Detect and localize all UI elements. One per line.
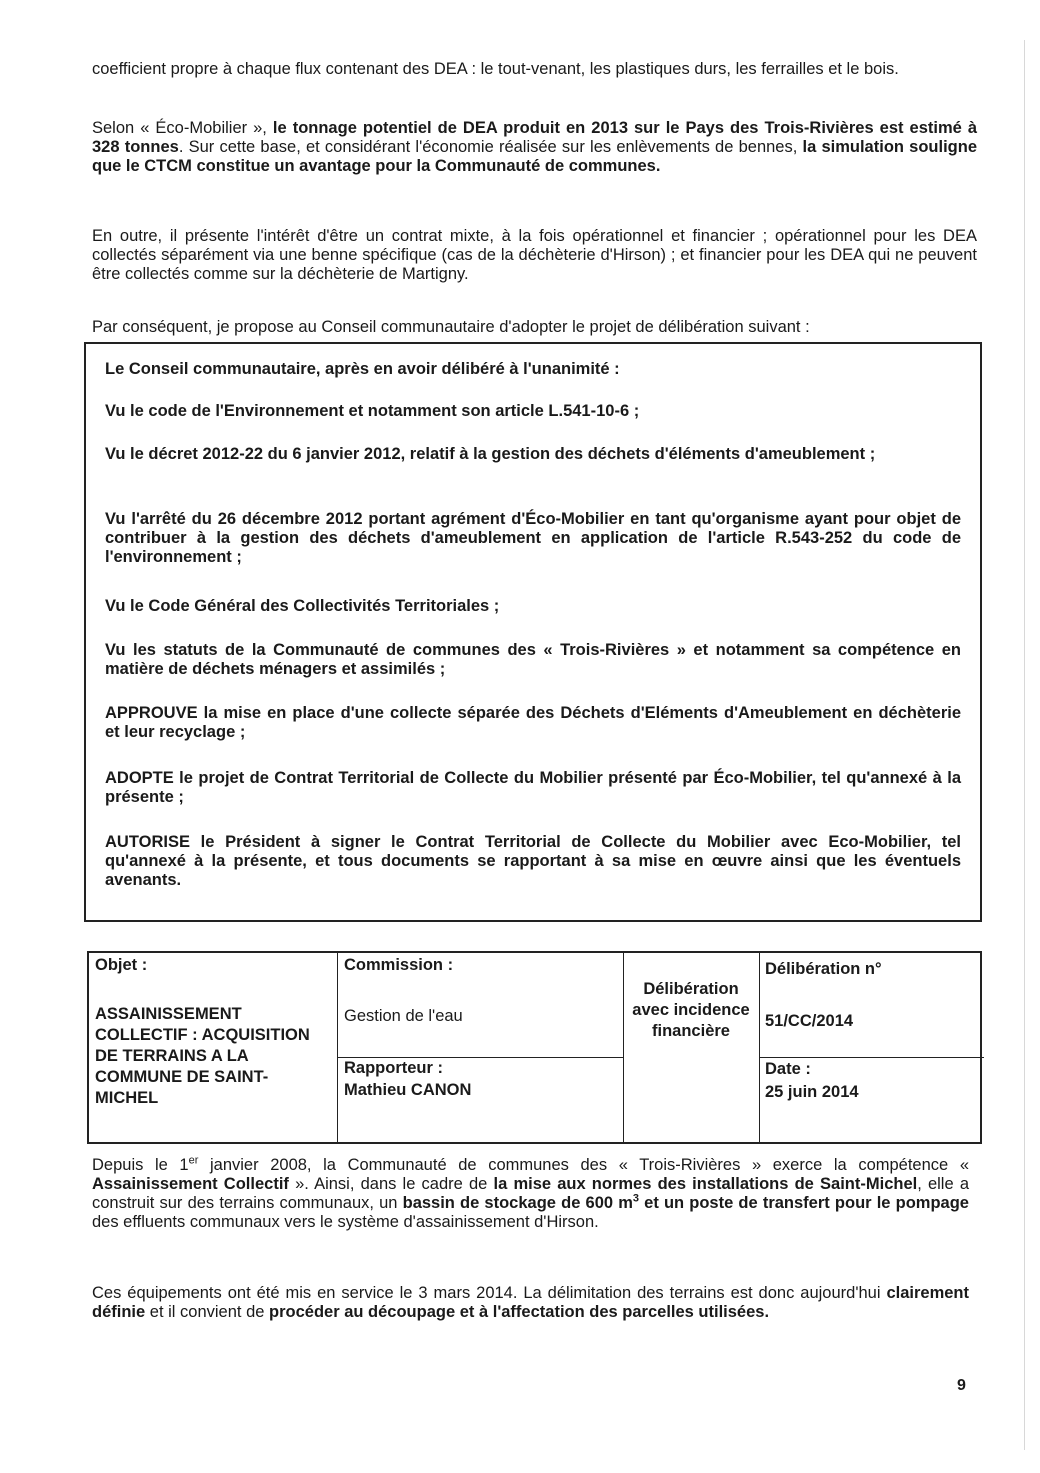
deliberation-item: Vu le décret 2012-22 du 6 janvier 2012, relatif à la gestion des déchets d'éléments d'ameublement ; <box>105 445 876 463</box>
rapporteur-label: Rapporteur : <box>344 1059 443 1077</box>
intro-paragraph-1: coefficient propre à chaque flux contenant des DEA : le tout-venant, les plastiques durs, les ferrailles et le bois. <box>92 60 899 78</box>
deliberation-number: 51/CC/2014 <box>765 1012 854 1030</box>
page-number: 9 <box>957 1377 966 1394</box>
date-value: 25 juin 2014 <box>765 1083 859 1101</box>
deliberation-header-table <box>87 951 982 1144</box>
table-divider <box>759 953 760 1142</box>
deliberation-box <box>84 342 982 922</box>
deliberation-item: ADOPTE le projet de Contrat Territorial de Collecte du Mobilier présenté par Éco-Mobilier, tel qu'annexé à la présente ; <box>105 769 961 806</box>
intro-paragraph-4: Par conséquent, je propose au Conseil communautaire d'adopter le projet de délibération suivant : <box>92 318 810 336</box>
incidence-label: Délibération avec incidence financière <box>632 980 750 1040</box>
intro-paragraph-2: Selon « Éco-Mobilier », le tonnage potentiel de DEA produit en 2013 sur le Pays des Trois-Rivières est estimé à 328 tonnes. Sur cette base, et considérant l'économie réalisée sur les enlèvements de bennes, la simulation souligne que le CTCM constitue un avantage pour la Communauté de communes. <box>92 119 977 175</box>
table-divider <box>759 1057 984 1058</box>
deliberation-number-label: Délibération n° <box>765 960 882 978</box>
date-label: Date : <box>765 1060 811 1078</box>
deliberation-item: Le Conseil communautaire, après en avoir délibéré à l'unanimité : <box>105 360 620 378</box>
commission-value: Gestion de l'eau <box>344 1007 463 1025</box>
deliberation-item: Vu le Code Général des Collectivités Territoriales ; <box>105 597 500 615</box>
deliberation-item: APPROUVE la mise en place d'une collecte séparée des Déchets d'Eléments d'Ameublement en déchèterie et leur recyclage ; <box>105 704 961 741</box>
page-edge <box>1024 40 1025 1450</box>
deliberation-item: Vu les statuts de la Communauté de communes des « Trois-Rivières » et notamment sa compétence en matière de déchets ménagers et assimilés ; <box>105 641 961 678</box>
table-divider <box>337 953 338 1142</box>
objet-label: Objet : <box>95 956 148 974</box>
body-paragraph-1: Depuis le 1er janvier 2008, la Communauté de communes des « Trois-Rivières » exerce la compétence « Assainissement Collectif ». Ainsi, dans le cadre de la mise aux normes des installations de Saint-Michel, elle a construit sur des terrains communaux, un bassin de stockage de 600 $m^3$ et un poste de transfert pour le pompage des effluents communaux vers le système d'assainissement d'Hirson. <box>92 1154 969 1231</box>
deliberation-item: Vu l'arrêté du 26 décembre 2012 portant agrément d'Éco-Mobilier en tant qu'organisme ayant pour objet de contribuer à la gestion des déchets d'ameublement en application de l'article R.543-252 du code de l'environnement ; <box>105 510 961 566</box>
body-paragraph-2: Ces équipements ont été mis en service le 3 mars 2014. La délimitation des terrains est donc aujourd'hui clairement définie et il convient de procéder au découpage et à l'affectation des parcelles utilisées. <box>92 1284 969 1321</box>
deliberation-item: Vu le code de l'Environnement et notamment son article L.541-10-6 ; <box>105 402 640 420</box>
deliberation-item: AUTORISE le Président à signer le Contrat Territorial de Collecte du Mobilier avec Eco-Mobilier, tel qu'annexé à la présente, et tous documents se rapportant à sa mise en œuvre ainsi que les éventuels avenants. <box>105 833 961 889</box>
rapporteur-value: Mathieu CANON <box>344 1081 472 1099</box>
intro-paragraph-3: En outre, il présente l'intérêt d'être un contrat mixte, à la fois opérationnel et financier ; opérationnel pour les DEA collectés séparément via une benne spécifique (cas de la déchèterie d'Hirson) ; et financier pour les DEA qui ne peuvent être collectés comme sur la déchèterie de Martigny. <box>92 227 977 283</box>
commission-label: Commission : <box>344 956 454 974</box>
objet-value: ASSAINISSEMENT COLLECTIF : ACQUISITION DE TERRAINS A LA COMMUNE DE SAINT-MICHEL <box>95 1005 310 1107</box>
